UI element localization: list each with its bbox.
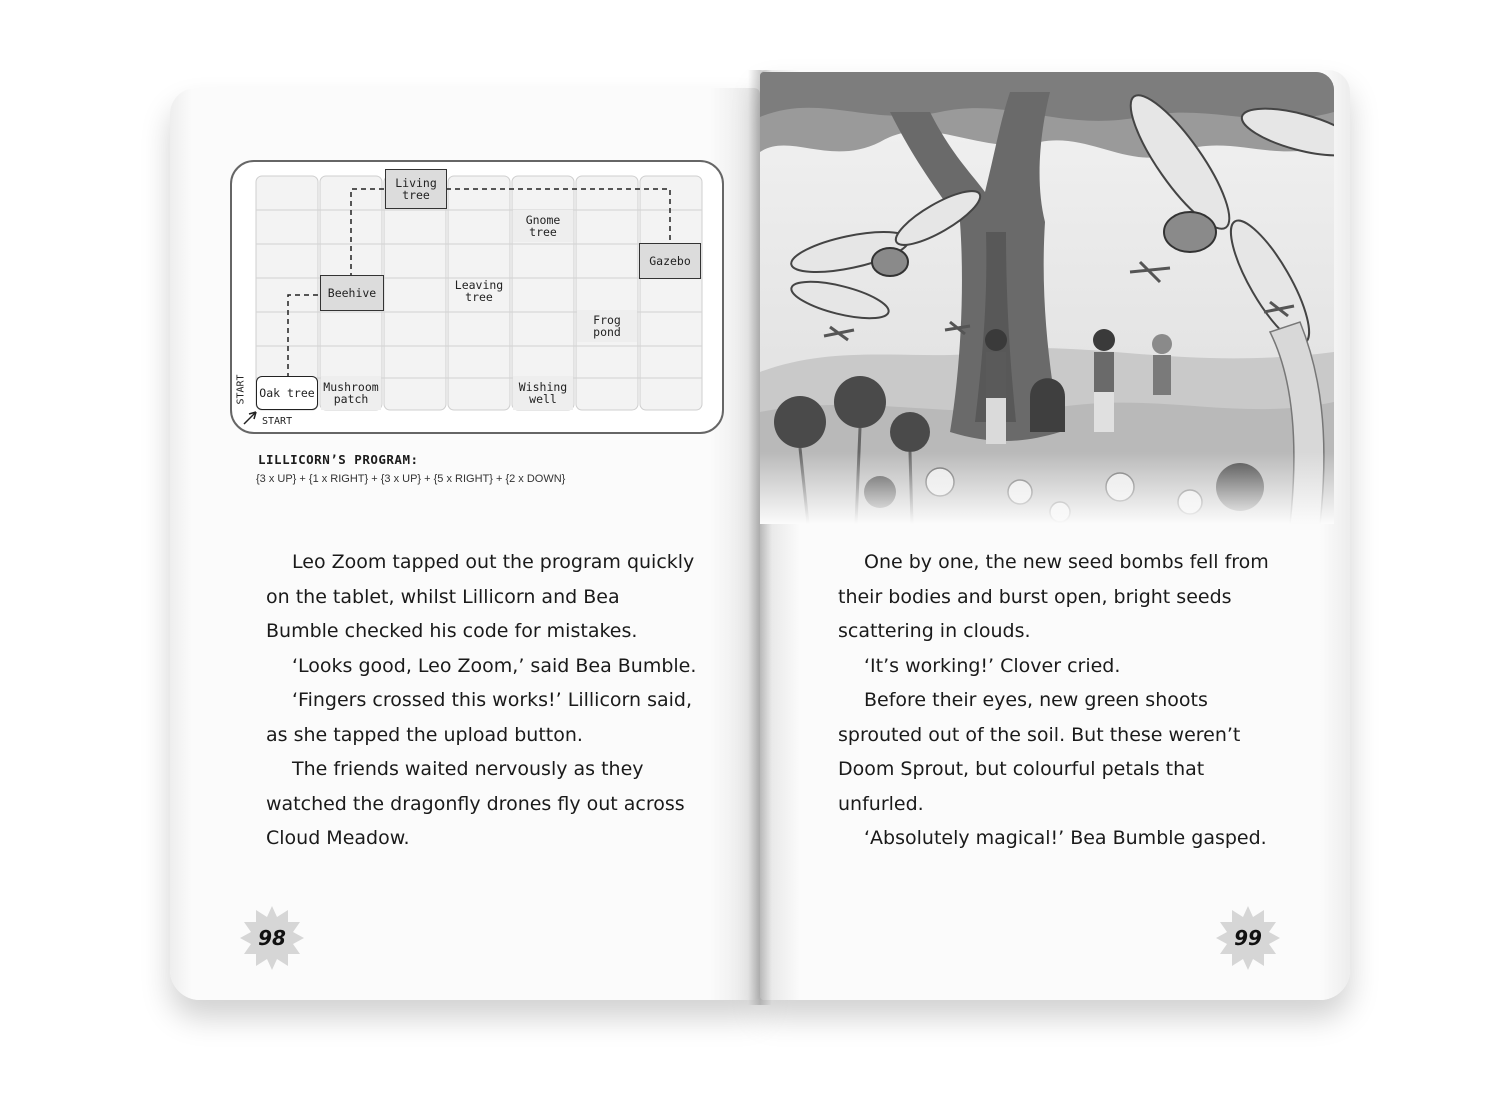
meadow-illustration	[760, 72, 1334, 524]
location-beehive: Beehive	[320, 275, 384, 311]
program-code: {3 x UP} + {1 x RIGHT} + {3 x UP} + {5 x RIGHT} + {2 x DOWN}	[256, 473, 566, 485]
location-gazebo: Gazebo	[639, 243, 701, 279]
text-line: unfurled.	[838, 792, 924, 815]
text-line: The friends waited nervously as they	[292, 758, 644, 780]
location-mushroom-patch: Mushroom patch	[321, 376, 381, 410]
page-number-badge-left	[240, 906, 304, 970]
text-line: ‘It’s working!’ Clover cried.	[864, 654, 1121, 677]
text-line: ‘Looks good, Leo Zoom,’ said Bea Bumble.	[292, 654, 697, 677]
page-number-badge-right	[1216, 906, 1280, 970]
right-page-text	[838, 545, 1269, 856]
location-gnome-tree: Gnome tree	[513, 210, 573, 242]
location-living-tree: Living tree	[385, 169, 447, 209]
location-leaving-tree: Leaving tree	[454, 278, 504, 304]
text-line: sprouted out of the soil. But these weren’t	[838, 723, 1241, 746]
text-line: Leo Zoom tapped out the program quickly	[292, 551, 695, 573]
text-line: watched the dragonfly drones fly out across	[266, 792, 685, 815]
text-line: ‘Absolutely magical!’ Bea Bumble gasped.	[864, 827, 1267, 849]
location-frog-pond: Frog pond	[577, 310, 637, 342]
text-line: their bodies and burst open, bright seeds	[838, 585, 1232, 608]
page-number-right: 99	[1234, 926, 1262, 950]
left-page-text	[266, 545, 696, 856]
text-line: as she tapped the upload button.	[266, 723, 583, 746]
start-label-bottom: START	[262, 416, 293, 427]
text-line: Cloud Meadow.	[266, 827, 410, 849]
text-line: Doom Sprout, but colourful petals that	[838, 758, 1205, 780]
location-oak-tree: Oak tree	[256, 376, 318, 410]
text-line: One by one, the new seed bombs fell from	[864, 551, 1269, 573]
coding-grid-map	[230, 160, 724, 434]
start-label-side: START	[235, 374, 247, 405]
text-line: scattering in clouds.	[838, 620, 1031, 642]
text-line: Before their eyes, new green shoots	[864, 689, 1208, 711]
text-line: on the tablet, whilst Lillicorn and Bea	[266, 585, 620, 608]
text-line: Bumble checked his code for mistakes.	[266, 620, 638, 642]
location-wishing-well: Wishing well	[513, 376, 573, 410]
meadow-illustration-art	[760, 72, 1334, 524]
text-line: ‘Fingers crossed this works!’ Lillicorn said,	[292, 689, 692, 711]
program-title: LILLICORN’S PROGRAM:	[258, 452, 419, 467]
page-number-left: 98	[258, 926, 286, 950]
